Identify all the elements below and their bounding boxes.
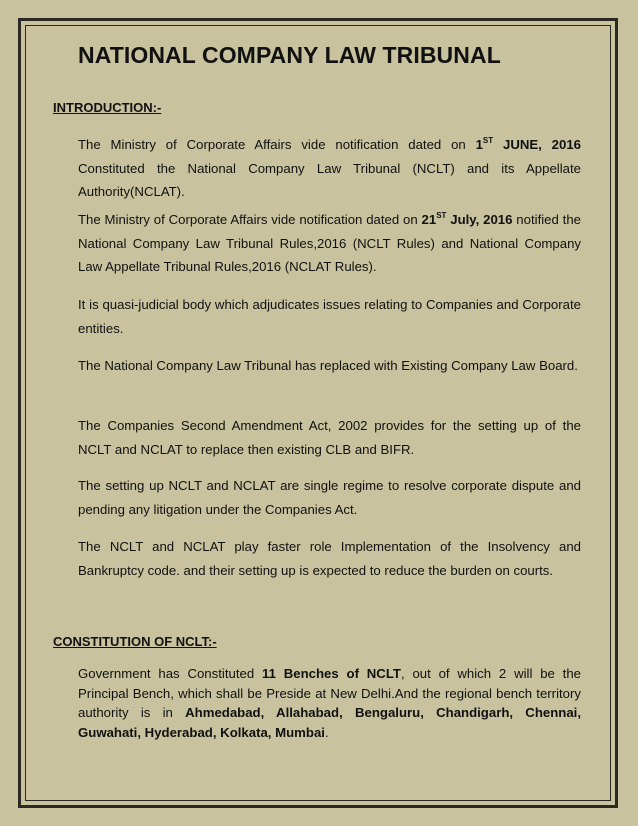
intro-p1-date-sup: ST [482,135,494,145]
constitution-p1-text-b: , out of which 2 will be the Principal Bench, which shall be Preside at New Delhi.And the regional bench territory authority is in [78,666,582,720]
intro-paragraph-3: It is quasi-judicial body which adjudicates issues relating to Companies and Corporate entities. [78,297,581,336]
constitution-paragraph-1 [78,664,581,742]
intro-p2-date-num: 21 [421,212,437,227]
intro-p1-text-a: The Ministry of Corporate Affairs vide notification dated on [78,137,476,152]
intro-p1-date-rest: JUNE, 2016 [493,137,581,152]
constitution-p1-text-c: . [324,724,329,740]
intro-p2-text-a: The Ministry of Corporate Affairs vide notification dated on [78,212,422,227]
intro-p1-date-num: 1 [475,137,483,152]
intro-p2-date [422,212,513,227]
intro-p2-date-sup: ST [436,210,447,220]
constitution-p1-benches: 11 Benches of NCLT [261,666,401,681]
intro-paragraph-2 [78,208,581,279]
constitution-p1-text-a: Government has Constituted [78,666,262,681]
intro-paragraph-4: The National Company Law Tribunal has replaced with Existing Company Law Board. [78,358,578,373]
intro-paragraph-6: The setting up NCLT and NCLAT are single regime to resolve corporate dispute and pending any litigation under the Companies Act. [78,478,581,517]
constitution-p1-cities: Ahmedabad, Allahabad, Bengaluru, Chandigarh, Chennai, Guwahati, Hyderabad, Kolkata, Mumbai [78,705,581,740]
intro-p1-date [476,137,581,152]
intro-p2-date-rest: July, 2016 [446,212,513,227]
intro-paragraph-5: The Companies Second Amendment Act, 2002 provides for the setting up of the NCLT and NCLAT to replace then existing CLB and BIFR. [78,418,581,457]
intro-paragraph-7: The NCLT and NCLAT play faster role Implementation of the Insolvency and Bankruptcy code. and their setting up is expected to reduce the burden on courts. [78,539,581,578]
introduction-heading: INTRODUCTION:- [53,100,162,115]
document-title: NATIONAL COMPANY LAW TRIBUNAL [78,42,501,68]
intro-p2-text-b: notified the National Company Law Tribunal Rules,2016 (NCLT Rules) and National Company Law Appellate Tribunal Rules,2016 (NCLAT Rules). [78,212,581,274]
intro-paragraph-1 [78,133,581,204]
intro-p1-text-b: Constituted the National Company Law Tribunal (NCLT) and its Appellate Authority(NCLAT). [78,160,581,199]
constitution-heading: CONSTITUTION OF NCLT:- [53,634,217,649]
